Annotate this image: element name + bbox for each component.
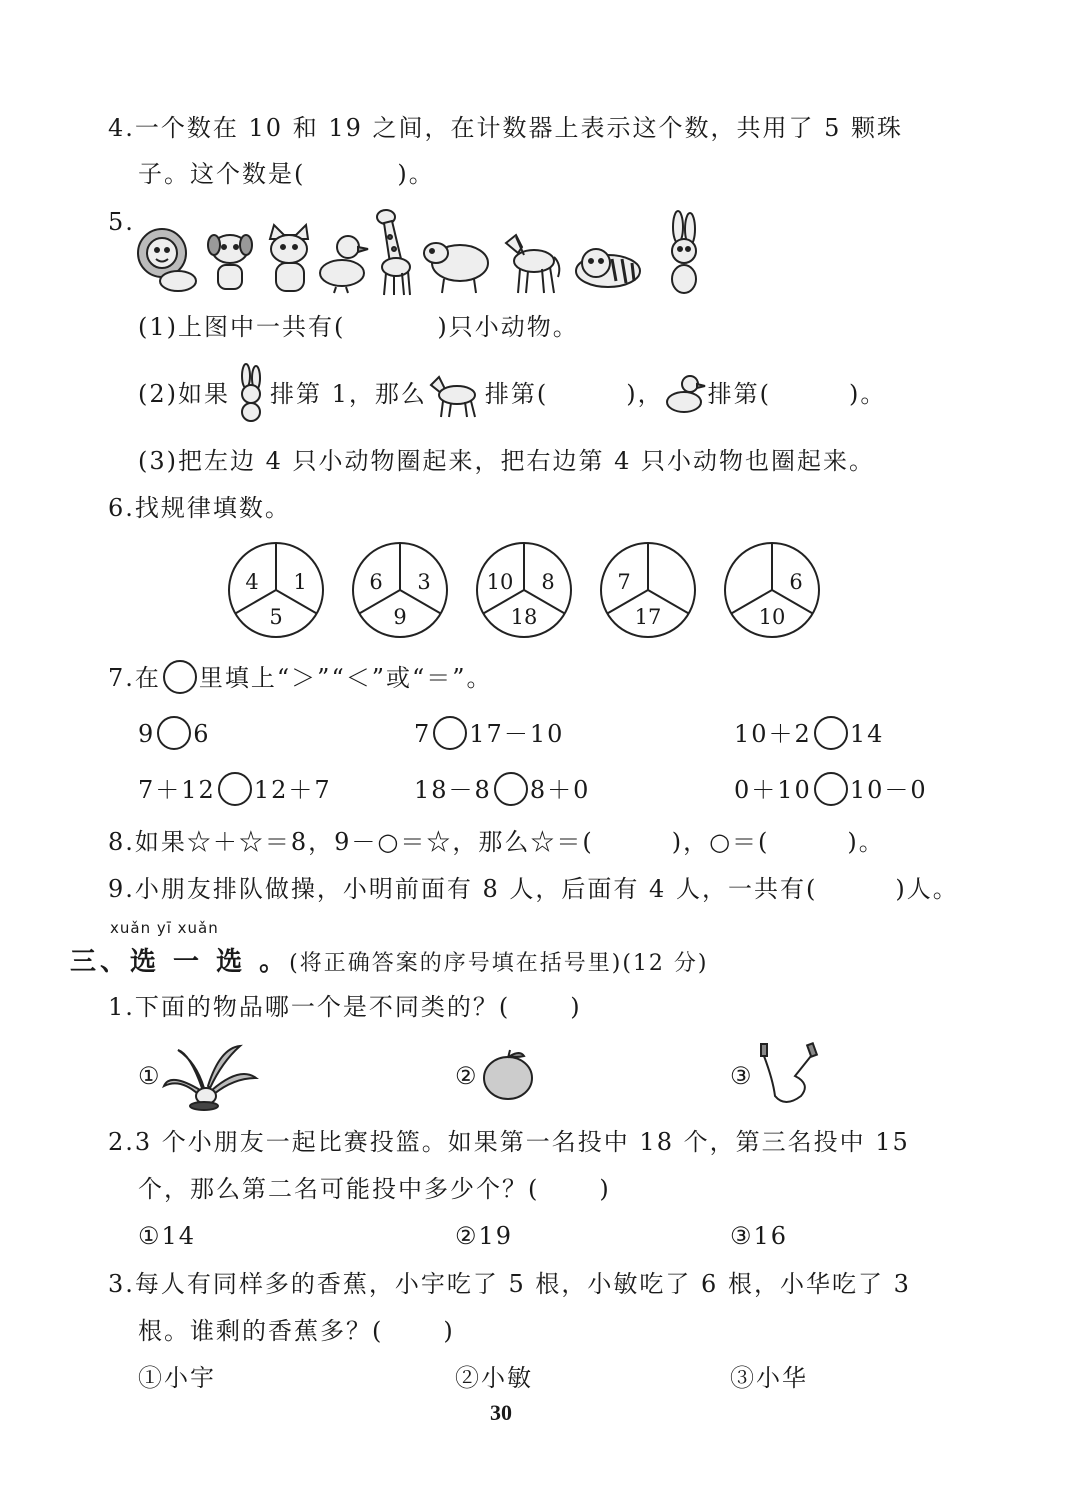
compare-right: 6 <box>193 720 211 748</box>
compare-circle[interactable] <box>814 772 848 806</box>
q9-text: 9.小朋友排队做操，小明前面有 8 人，后面有 4 人，一共有( <box>108 875 818 903</box>
sheep-icon <box>424 243 488 293</box>
compare-left: 10＋2 <box>734 720 812 748</box>
q5-sub1 <box>138 311 579 343</box>
animal-row <box>132 205 712 297</box>
q5-sub2-end: )。 <box>849 380 887 408</box>
horse-icon <box>427 369 485 419</box>
q7-text2: 里填上“＞”“＜”或“＝”。 <box>198 664 493 692</box>
s3q2-line1: 2.3 个小朋友一起比赛投篮。如果第一名投中 18 个，第三名投中 15 <box>108 1128 910 1156</box>
q8-text: 8.如果☆＋☆＝8，9－○＝☆，那么☆＝( <box>108 828 594 856</box>
s3q3-option-1[interactable]: ①小宇 <box>138 1364 216 1392</box>
wheel-number-bottom: 17 <box>634 605 662 629</box>
option-3-label: ③ <box>730 1062 754 1090</box>
wheel-number-right: 1 <box>293 570 307 594</box>
compare-item <box>734 774 928 809</box>
q5-sub3: (3)把左边 4 只小动物圈起来，把右边第 4 只小动物也圈起来。 <box>138 447 876 475</box>
s3q3-option-2[interactable]: ②小敏 <box>455 1364 533 1392</box>
section3-title: 三、选 一 选 。 <box>70 947 290 977</box>
q5-sub1-end: )只小动物。 <box>437 313 579 341</box>
compare-right: 10－0 <box>849 776 928 804</box>
apple-icon <box>480 1048 536 1102</box>
compare-item <box>414 774 590 809</box>
compare-left: 7 <box>414 720 432 748</box>
s3q3-text: 根。谁剩的香蕉多？( <box>138 1317 384 1345</box>
compare-left: 9 <box>138 720 156 748</box>
cat-icon <box>270 225 308 291</box>
compare-item <box>414 718 564 753</box>
jump-rope-icon <box>755 1040 825 1106</box>
compare-left: 18－8 <box>414 776 492 804</box>
option-2-label: ② <box>455 1062 479 1090</box>
wheel-number-left: 6 <box>369 570 383 594</box>
s3q2-line2 <box>138 1173 611 1205</box>
wheel-number-right: 8 <box>541 570 555 594</box>
option-2[interactable] <box>455 1060 479 1092</box>
option-1[interactable] <box>138 1060 162 1092</box>
section3-heading <box>70 941 708 978</box>
wheel-number-bottom: 5 <box>269 605 283 629</box>
q5-sub2-text4: 排第( <box>707 380 772 408</box>
compare-right: 14 <box>849 720 885 748</box>
option-1-label: ① <box>138 1062 162 1090</box>
compare-item <box>138 774 332 809</box>
s3q1-text: 1.下面的物品哪一个是不同类的？( <box>108 993 511 1021</box>
compare-item <box>138 718 211 753</box>
compare-circle[interactable] <box>814 716 848 750</box>
q5-sub2 <box>138 378 886 412</box>
q5-sub2-comma: )， <box>626 380 664 408</box>
q5-sub1-text: (1)上图中一共有( <box>138 313 346 341</box>
q7-text: 7.在 <box>108 664 161 692</box>
s3q2-option-1[interactable]: ①14 <box>138 1222 197 1250</box>
s3q1-end: ) <box>570 993 582 1021</box>
section3-note: (将正确答案的序号填在括号里)(12 分) <box>289 951 709 976</box>
lion-icon <box>138 229 196 291</box>
q5-sub2-text3: 排第( <box>484 380 549 408</box>
compare-right: 8＋0 <box>529 776 591 804</box>
duck-icon <box>664 372 708 416</box>
dog-icon <box>208 235 252 289</box>
wheel-number-bottom: 9 <box>393 605 407 629</box>
compare-right: 17－10 <box>469 720 565 748</box>
q4-line2 <box>138 158 435 190</box>
q4-line1: 4.一个数在 10 和 19 之间，在计数器上表示这个数，共用了 5 颗珠 <box>108 114 904 142</box>
s3q2-option-2[interactable]: ②19 <box>455 1222 514 1250</box>
section3-pinyin: xuǎn yī xuǎn <box>110 919 219 937</box>
number-wheel <box>596 539 700 643</box>
s3q1-question <box>108 991 582 1023</box>
wheel-number-right: 3 <box>417 570 431 594</box>
s3q3-line2 <box>138 1315 455 1347</box>
option-3[interactable] <box>730 1060 754 1092</box>
circle-icon <box>163 660 197 694</box>
wheel-number-left: 10 <box>486 570 514 594</box>
number-wheel <box>224 539 328 643</box>
compare-circle[interactable] <box>433 716 467 750</box>
wheel-number-left: 7 <box>617 570 631 594</box>
s3q2-text: 个，那么第二名可能投中多少个？( <box>138 1175 540 1203</box>
q8 <box>108 826 885 858</box>
tiger-icon <box>576 249 640 287</box>
s3q2-option-3[interactable]: ③16 <box>730 1222 789 1250</box>
q7-title <box>108 662 493 697</box>
q5-sub2-text: (2)如果 <box>138 380 230 408</box>
q6-title: 6.找规律填数。 <box>108 494 291 522</box>
rabbit-icon <box>230 362 270 422</box>
feather-duster-icon <box>160 1042 260 1112</box>
compare-circle[interactable] <box>218 772 252 806</box>
number-wheel <box>472 539 576 643</box>
compare-circle[interactable] <box>494 772 528 806</box>
wheel-number-left: 4 <box>245 570 259 594</box>
horse-icon <box>506 235 559 293</box>
compare-circle[interactable] <box>157 716 191 750</box>
q5-sub2-text2: 排第 1，那么 <box>270 380 427 408</box>
q8-text2: )，○＝( <box>671 828 770 856</box>
compare-left: 0＋10 <box>734 776 812 804</box>
q4-text: 子。这个数是( <box>138 160 306 188</box>
wheel-number-bottom: 18 <box>510 605 538 629</box>
s3q3-option-3[interactable]: ③小华 <box>730 1364 808 1392</box>
duck-icon <box>320 236 368 293</box>
q5-number: 5. <box>108 208 135 236</box>
number-wheel <box>720 539 824 643</box>
q9 <box>108 873 959 905</box>
wheel-number-right: 6 <box>789 570 803 594</box>
q9-end: )人。 <box>895 875 959 903</box>
s3q3-end: ) <box>443 1317 455 1345</box>
compare-item <box>734 718 884 753</box>
page-number: 30 <box>490 1400 512 1425</box>
number-wheel <box>348 539 452 643</box>
q4-close: )。 <box>397 160 435 188</box>
compare-right: 12＋7 <box>253 776 332 804</box>
rabbit-icon <box>672 211 696 293</box>
compare-left: 7＋12 <box>138 776 216 804</box>
wheel-number-bottom: 10 <box>758 605 786 629</box>
s3q3-line1: 3.每人有同样多的香蕉，小宇吃了 5 根，小敏吃了 6 根，小华吃了 3 <box>108 1270 911 1298</box>
giraffe-icon <box>377 210 410 295</box>
s3q2-end: ) <box>599 1175 611 1203</box>
q8-end: )。 <box>847 828 885 856</box>
